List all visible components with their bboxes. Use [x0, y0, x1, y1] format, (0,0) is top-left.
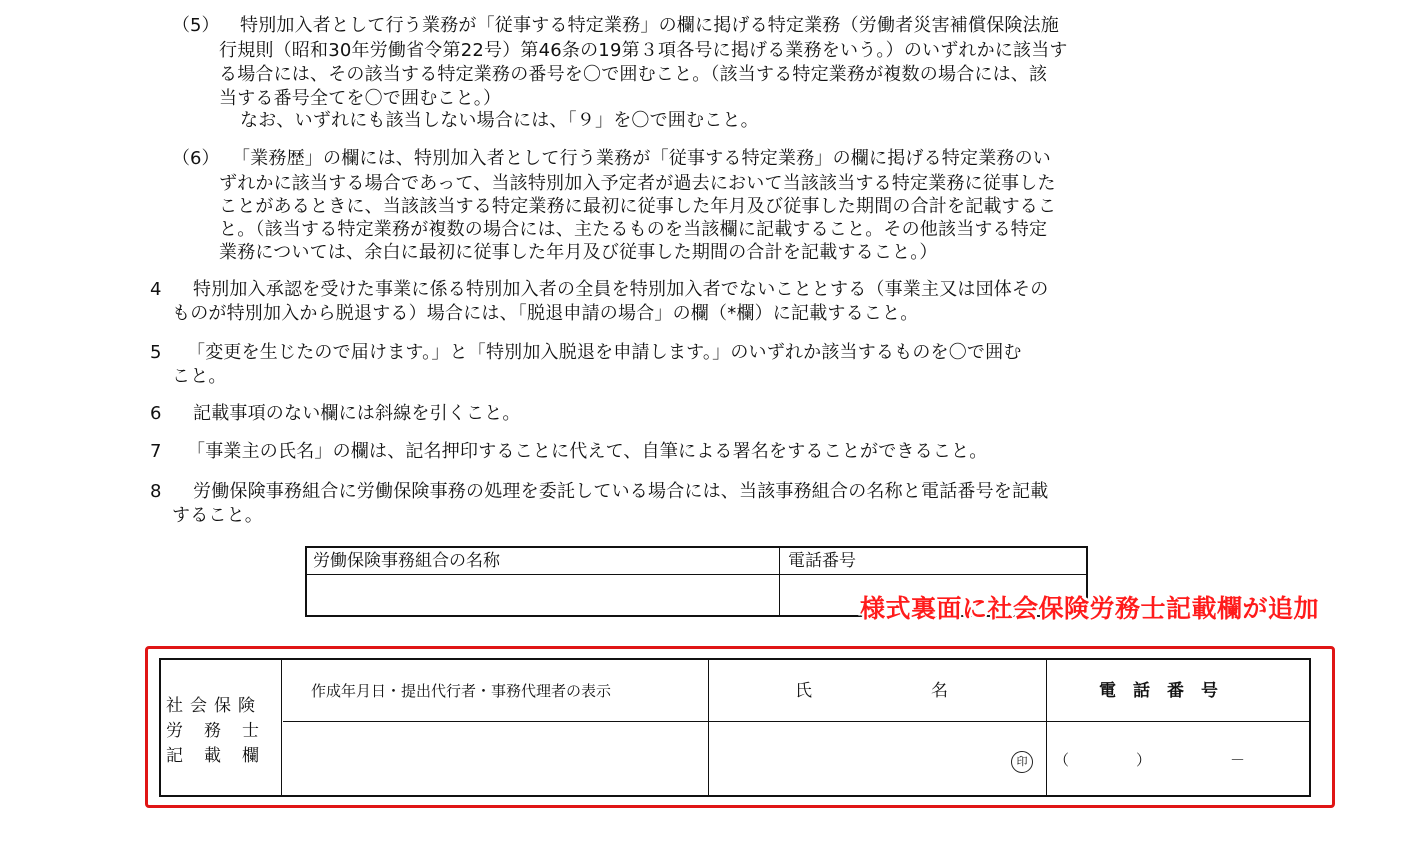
union-name-header: 労働保険事務組合の名称: [313, 551, 500, 571]
item-number: 7: [150, 441, 162, 462]
side-label-line: 記 載 欄: [166, 746, 261, 766]
callout-annotation: 様式裏面に社会保険労務士記載欄が追加: [860, 594, 1320, 623]
item-number: 8: [150, 481, 162, 502]
labor-consultant-table: [159, 658, 1311, 797]
preparer-header: 作成年月日・提出代行者・事務代理者の表示: [311, 682, 612, 700]
instruction-line: る場合には、その該当する特定業務の番号を〇で囲むこと。（該当する特定業務が複数の場合には、該: [219, 64, 1048, 85]
instruction-line: ずれかに該当する場合であって、当該特別加入予定者が過去において当該該当する特定業務に従事した: [219, 173, 1056, 194]
column-divider: [1046, 660, 1047, 795]
item-number: （5）: [172, 15, 220, 36]
instruction-line: 「業務歴」の欄には、特別加入者として行う業務が「従事する特定業務」の欄に掲げる特定業務のい: [232, 148, 1051, 169]
union-phone-header: 電話番号: [788, 551, 856, 571]
phone-open-paren: （: [1054, 751, 1070, 769]
instruction-line: 行規則（昭和30年労働省令第22号）第46条の19第３項各号に掲げる業務をいう。）のいずれかに該当す: [219, 40, 1068, 61]
union-name-field[interactable]: [307, 575, 779, 615]
column-divider: [779, 548, 780, 615]
instruction-line: なお、いずれにも該当しない場合には、「９」を〇で囲むこと。: [240, 110, 759, 131]
instruction-line: 特別加入承認を受けた事業に係る特別加入者の全員を特別加入者でないこととする（事業主又は団体その: [193, 279, 1049, 300]
instruction-line: 「変更を生じたので届けます。」と「特別加入脱退を申請します。」のいずれか該当するものを〇で囲む: [187, 342, 1022, 363]
instruction-line: 特別加入者として行う業務が「従事する特定業務」の欄に掲げる特定業務（労働者災害補償保険法施: [240, 15, 1059, 36]
phone-header: 電 話 番 号: [1099, 681, 1218, 701]
instruction-line: と。（該当する特定業務が複数の場合には、主たるものを当該欄に記載すること。その他該当する特定: [219, 219, 1048, 240]
consultant-name-field[interactable]: [710, 723, 1046, 795]
item-number: 6: [150, 403, 162, 424]
instruction-line: すること。: [172, 505, 263, 526]
instruction-line: こと。: [172, 366, 227, 387]
phone-close-paren: ）: [1136, 751, 1152, 769]
instruction-line: 「事業主の氏名」の欄は、記名押印することに代えて、自筆による署名をすることができること。: [187, 441, 988, 462]
instruction-line: 当する番号全てを〇で囲むこと。）: [219, 88, 502, 109]
side-label-line: 社会保険: [166, 696, 262, 716]
phone-dash: －: [1230, 751, 1246, 769]
item-number: 4: [150, 279, 162, 300]
seal-icon: 印: [1011, 751, 1033, 773]
item-number: 5: [150, 342, 162, 363]
instruction-line: ものが特別加入から脱退する）場合には、「脱退申請の場合」の欄（*欄）に記載すること。: [172, 303, 919, 324]
row-divider: [283, 721, 1309, 722]
instruction-line: 業務については、余白に最初に従事した年月及び従事した期間の合計を記載すること。）: [219, 242, 938, 263]
item-number: （6）: [172, 148, 220, 169]
name-header: 氏 名: [795, 681, 948, 701]
side-label-line: 労 務 士: [166, 721, 261, 741]
instruction-line: 記載事項のない欄には斜線を引くこと。: [193, 403, 521, 424]
consultant-phone-field[interactable]: [1048, 723, 1309, 795]
column-divider: [281, 660, 282, 795]
preparer-field[interactable]: [283, 723, 708, 795]
instruction-line: ことがあるときに、当該該当する特定業務に最初に従事した年月及び従事した期間の合計を記載するこ: [219, 196, 1057, 217]
instruction-line: 労働保険事務組合に労働保険事務の処理を委託している場合には、当該事務組合の名称と電話番号を記載: [193, 481, 1049, 502]
column-divider: [708, 660, 709, 795]
